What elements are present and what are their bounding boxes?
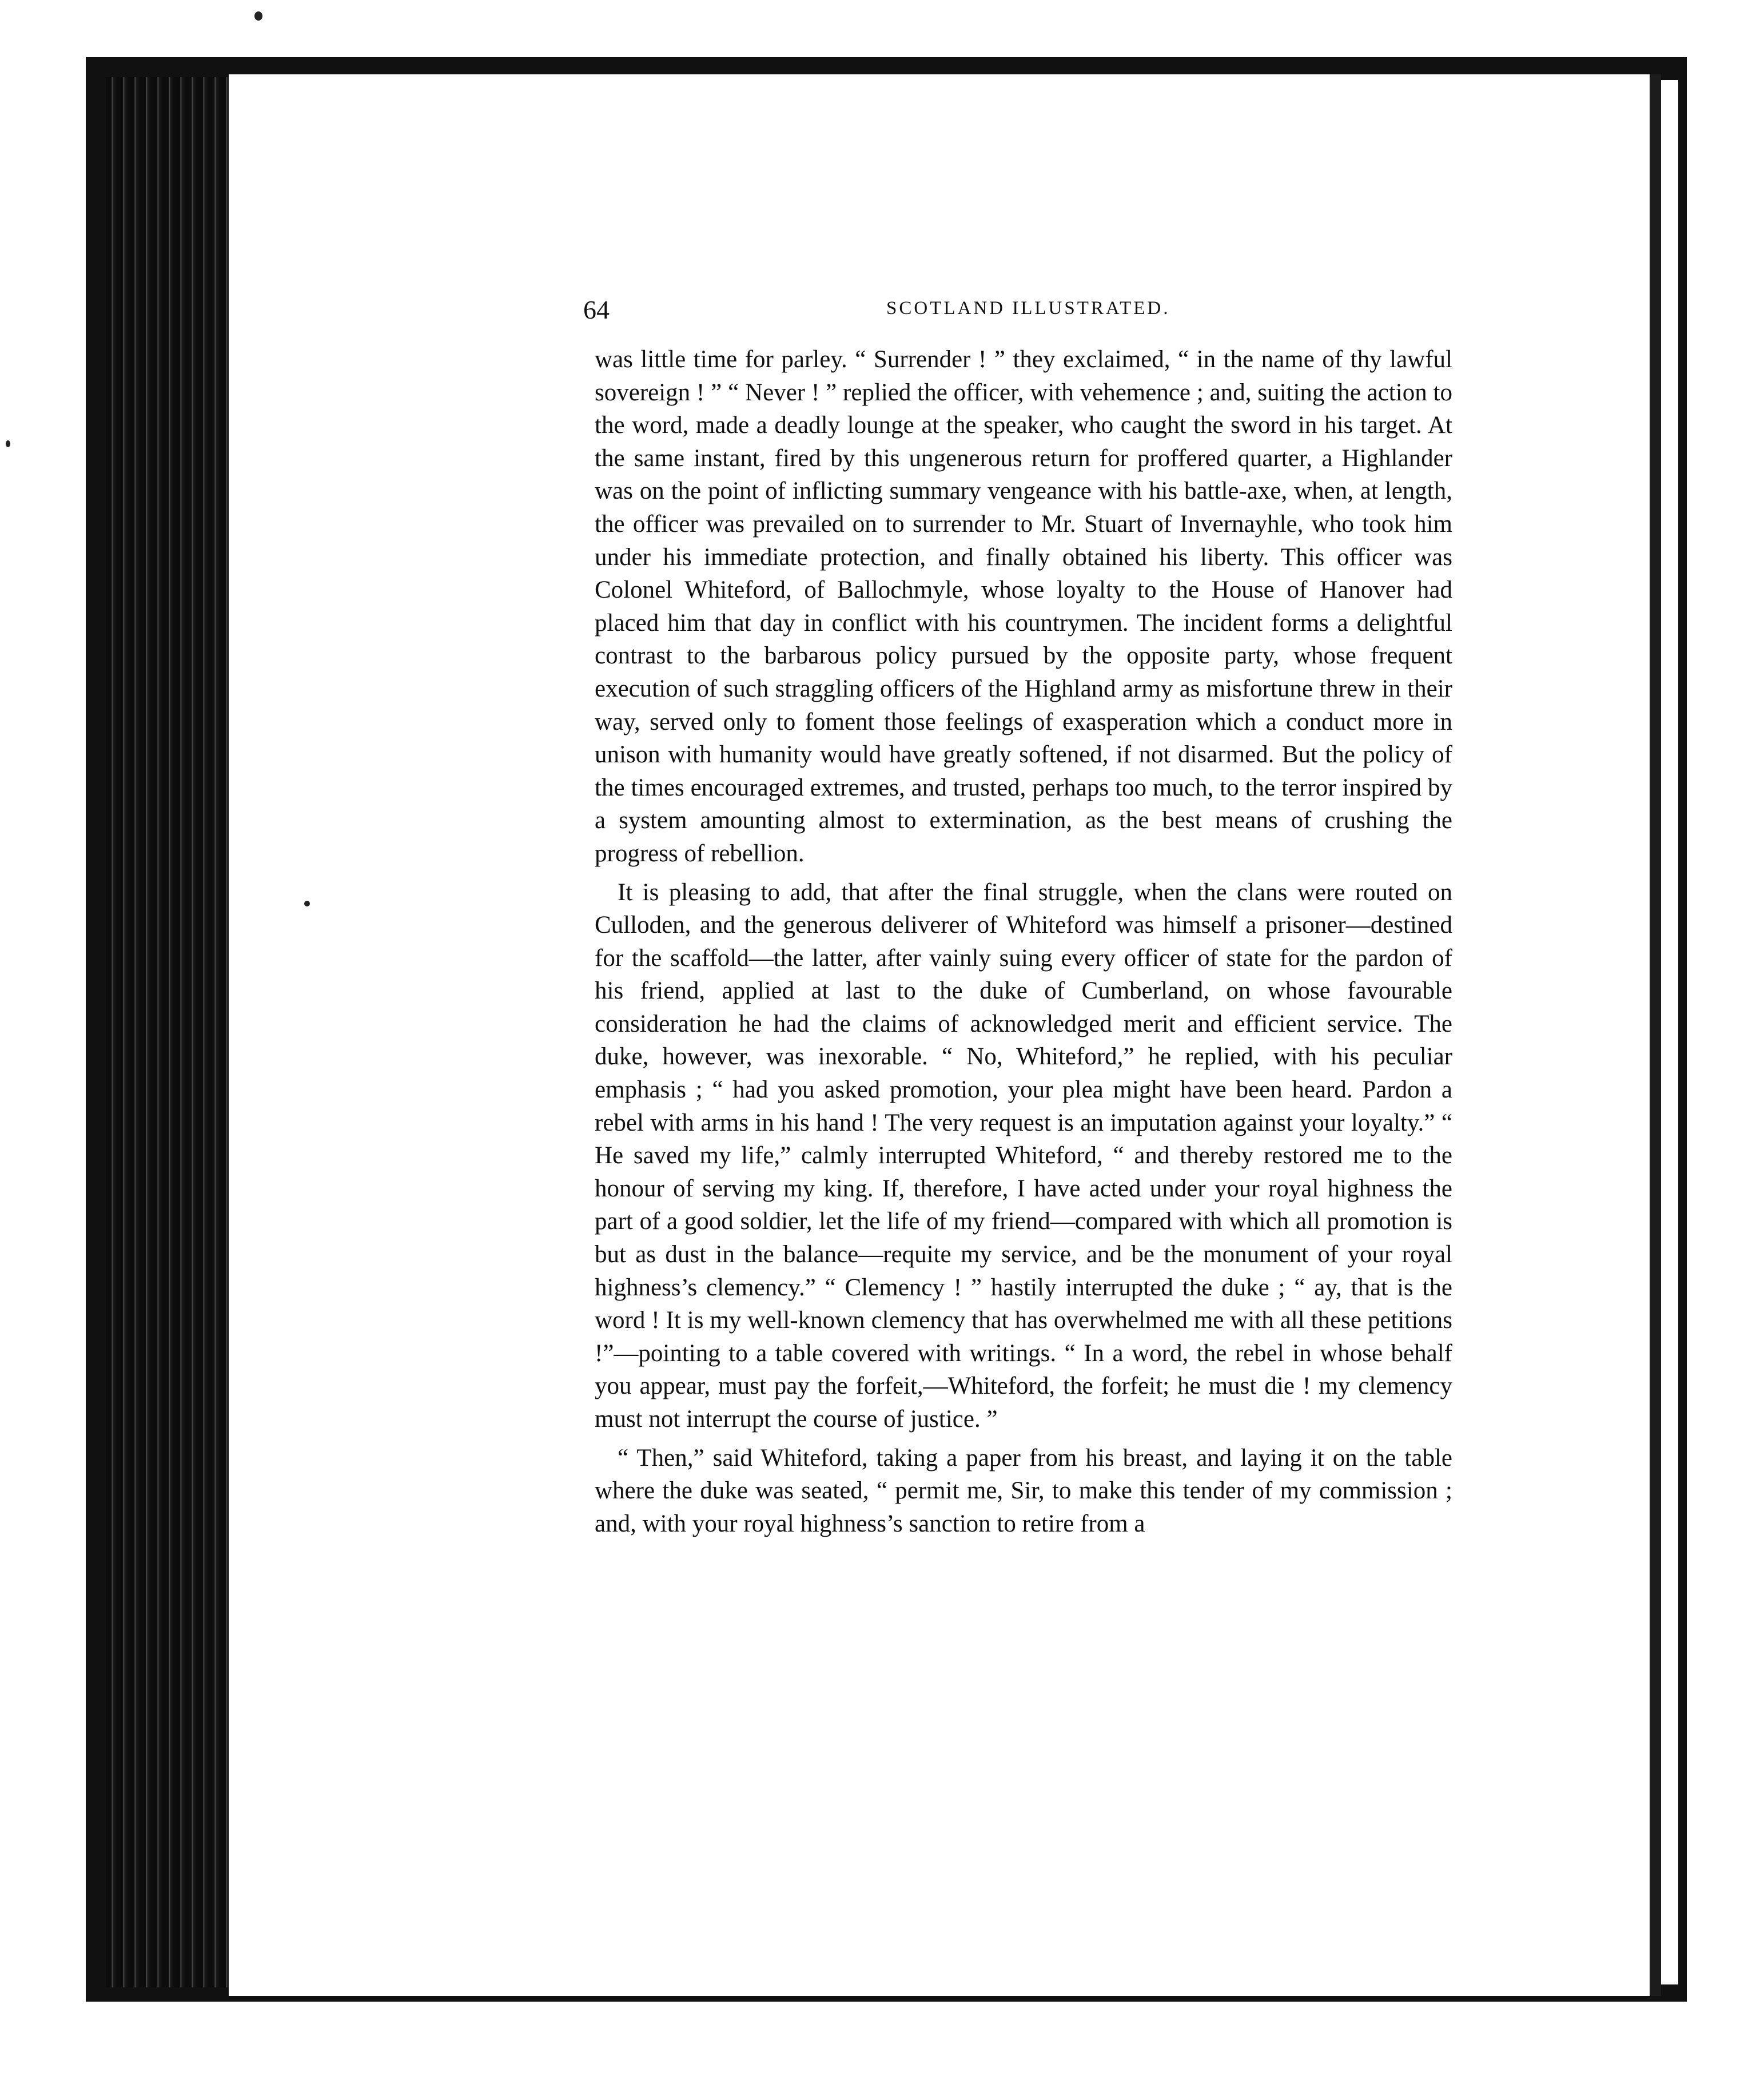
page-edges-stack: [106, 77, 229, 1987]
scan-speck: [304, 901, 310, 906]
paragraph: was little time for parley. “ Surrender ! ” they exclaimed, “ in the name of thy lawful sovereign ! ” “ Never ! ” replied the officer, with vehemence ; and, suiting the action to the word, made a deadly lounge at the speaker, who caught the sword in his target. At the same instant, fired by this ungenerous return for proffered quarter, a Highlander was on the point of inflicting summary vengeance with his battle-axe, when, at length, the officer was prevailed on to surrender to Mr. Stuart of Invernayhle, who took him under his immediate protection, and finally obtained his liberty. This officer was Colonel Whiteford, of Ballochmyle, whose loyalty to the House of Hanover had placed him that day in conflict with his countrymen. The incident forms a delightful contrast to the barbarous policy pursued by the opposite party, whose frequent execution of such straggling officers of the Highland army as misfortune threw in their way, served only to foment those feelings of exasperation which a conduct more in unison with humanity would have greatly softened, if not disarmed. But the policy of the times encouraged extremes, and trusted, perhaps too much, to the terror inspired by a system amounting almost to extermination, as the best means of crushing the progress of rebellion.: [595, 346, 1452, 867]
paragraph: “ Then,” said Whiteford, taking a paper from his breast, and laying it on the table where the duke was seated, “ permit me, Sir, to make this tender of my commission ; and, with your royal highness’s sanction to retire from a: [595, 1444, 1452, 1537]
gutter-shadow: [1650, 74, 1661, 1996]
page-header: [583, 295, 1452, 329]
paragraph: It is pleasing to add, that after the final struggle, when the clans were routed on Culloden, and the generous deliverer of Whiteford was himself a prisoner—destined for the scaffold—the latter, after vainly suing every officer of state for the pardon of his friend, applied at last to the duke of Cumberland, on whose favourable consideration he had the claims of acknowledged merit and efficient service. The duke, however, was inexorable. “ No, Whiteford,” he replied, with his peculiar emphasis ; “ had you asked promotion, your plea might have been heard. Pardon a rebel with arms in his hand ! The very request is an imputation against your loyalty.” “ He saved my life,” calmly interrupted Whiteford, “ and thereby restored me to the honour of serving my king. If, therefore, I have acted under your royal highness the part of a good soldier, let the life of my friend—compared with which all promotion is but as dust in the balance—requite my service, and be the monument of your royal highness’s clemency.” “ Clemency ! ” hastily interrupted the duke ; “ ay, that is the word ! It is my well-known clemency that has overwhelmed me with all these petitions !”—pointing to a table covered with writings. “ In a word, the rebel in whose behalf you appear, must pay the forfeit,—Whiteford, the forfeit; he must die ! my clemency must not interrupt the course of justice. ”: [595, 878, 1452, 1433]
scan-speck: [6, 440, 10, 447]
page-number: 64: [583, 295, 610, 324]
next-page-sliver: [1661, 80, 1678, 1984]
running-head: SCOTLAND ILLUSTRATED.: [886, 298, 1170, 319]
scan-speck: [254, 11, 262, 21]
body-text: [595, 343, 1452, 1540]
